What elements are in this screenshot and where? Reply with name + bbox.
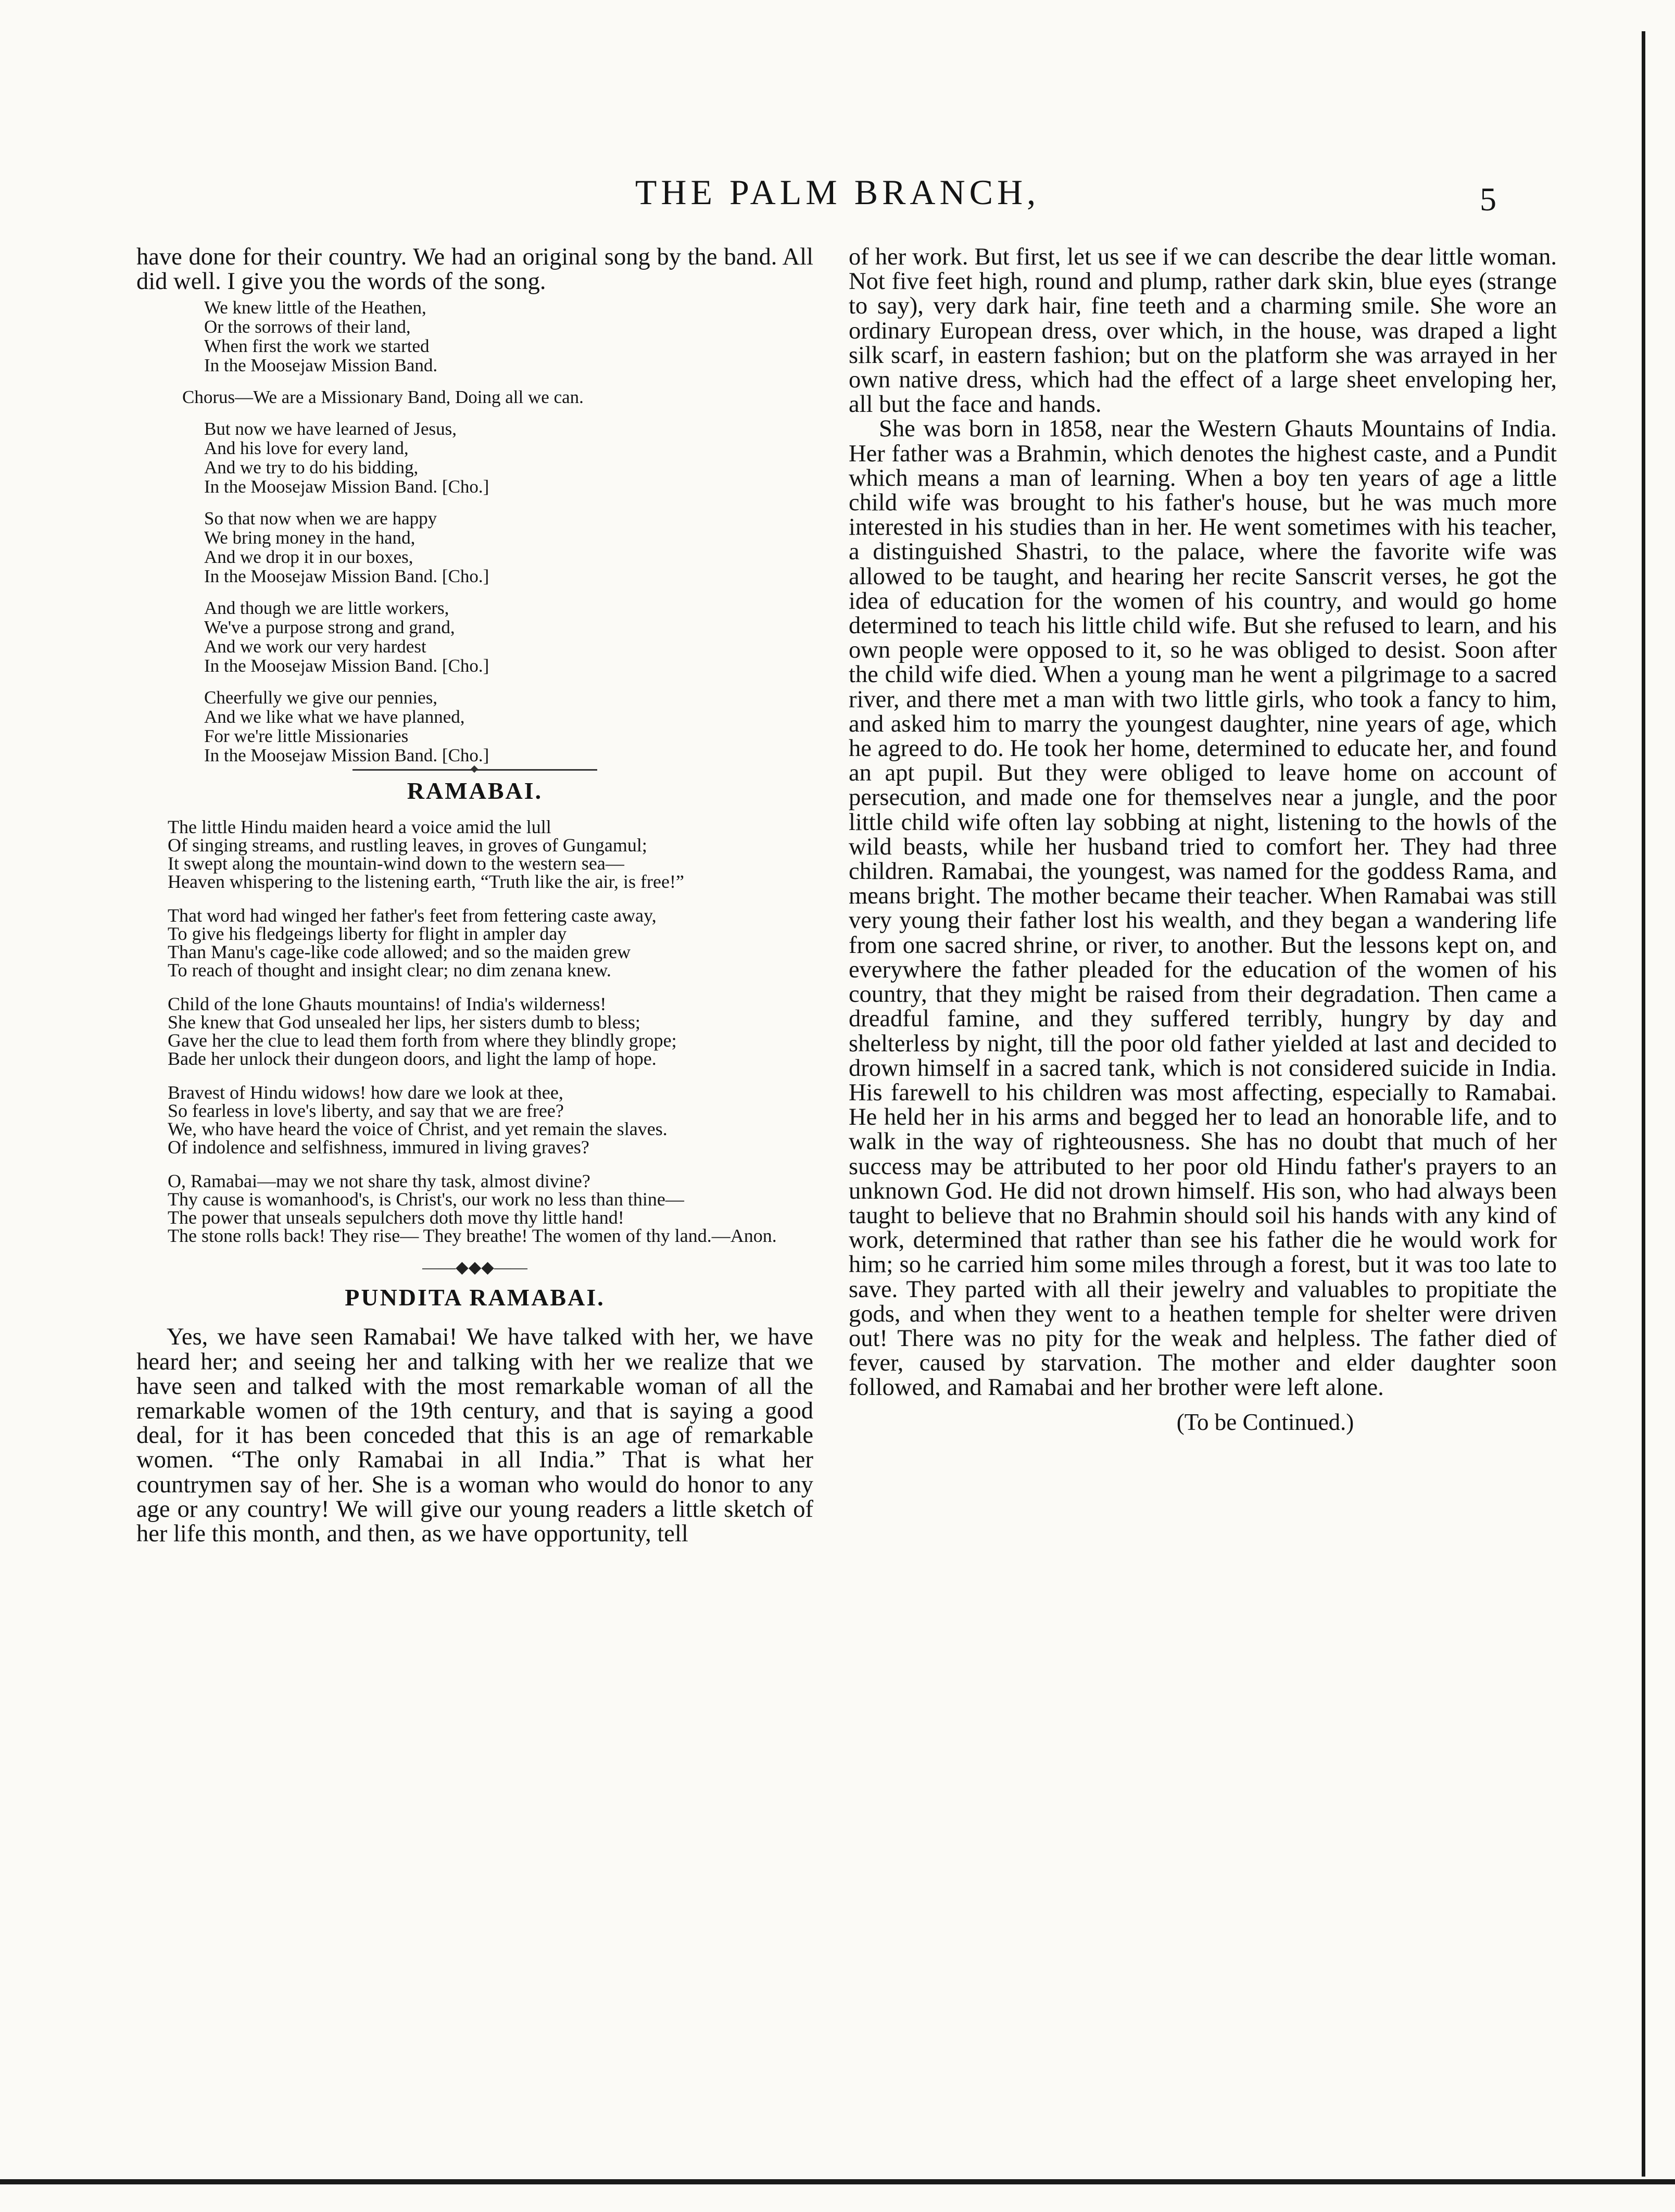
song-line: But now we have learned of Jesus,	[204, 419, 457, 439]
article-title: PUNDITA RAMABAI.	[345, 1284, 605, 1311]
poem-line: Child of the lone Ghauts mountains! of India's wilderness!	[168, 994, 607, 1015]
poem-stanza	[168, 907, 813, 979]
continued-note: (To be Continued.)	[1176, 1409, 1354, 1435]
right-column	[849, 245, 1557, 1436]
poem-line: Of indolence and selfishness, immured in living graves?	[168, 1137, 589, 1158]
song-line: And we drop it in our boxes,	[204, 547, 413, 568]
song-line: And his love for every land,	[204, 438, 409, 459]
poem-line: O, Ramabai—may we not share thy task, almost divine?	[168, 1171, 590, 1192]
poem-stanza	[168, 1172, 813, 1245]
poem-line: Than Manu's cage-like code allowed; and so the maiden grew	[168, 941, 631, 963]
poem-line: The power that unseals sepulchers doth move thy little hand!	[168, 1207, 624, 1228]
poem-line: To give his fledgeings liberty for flight in ampler day	[168, 923, 567, 945]
poem-line: Thy cause is womanhood's, is Christ's, our work no less than thine—	[168, 1189, 684, 1210]
article-paragraph: Yes, we have seen Ramabai! We have talked with her, we have heard her; and seeing her and talking with her we realize that we have seen and talked with the most remarkable woman of all the remarkable women of the 19th century, and that is saying a good deal, for it has been conceded that this is an age of remarkable women. “The only Ramabai in all India.” That is what her countrymen say of her. She is a woman who would do honor to any age or any country! We will give our young readers a little sketch of her life this month, and then, as we have opportunity, tell	[136, 1324, 813, 1548]
poem-line: Heaven whispering to the listening earth, “Truth like the air, is free!”	[168, 871, 684, 893]
song-line: We knew little of the Heathen,	[204, 297, 426, 318]
poem-stanza	[168, 818, 813, 891]
poem-line: To reach of thought and insight clear; no dim zenana knew.	[168, 960, 611, 981]
song-line: And we work our very hardest	[204, 636, 426, 657]
page-bottom-rule	[0, 2179, 1675, 2184]
song-chorus: Chorus—We are a Missionary Band, Doing all we can.	[182, 387, 584, 408]
page-number: 5	[1480, 181, 1496, 218]
poem-line: Gave her the clue to lead them forth from where they blindly grope;	[168, 1030, 677, 1051]
poem-line: Of singing streams, and rustling leaves, in groves of Gungamul;	[168, 835, 647, 856]
running-title: THE PALM BRANCH,	[635, 172, 1040, 212]
poem-line: It swept along the mountain-wind down to the western sea—	[168, 853, 624, 874]
song-line: In the Moosejaw Mission Band. [Cho.]	[204, 566, 489, 587]
song-line: And we like what we have planned,	[204, 707, 465, 727]
poem-line: That word had winged her father's feet from fettering caste away,	[168, 905, 657, 926]
song-line: And we try to do his bidding,	[204, 457, 419, 478]
song-line: In the Moosejaw Mission Band. [Cho.]	[204, 656, 489, 676]
poem-title: RAMABAI.	[407, 777, 543, 805]
song-line: We've a purpose strong and grand,	[204, 617, 455, 638]
song-line: So that now when we are happy	[204, 508, 437, 529]
song-line: Cheerfully we give our pennies,	[204, 687, 438, 708]
song-line: When first the work we started	[204, 336, 430, 357]
song-stanza	[204, 509, 813, 586]
poem-line: Bravest of Hindu widows! how dare we look at thee,	[168, 1082, 563, 1103]
section-divider	[352, 769, 597, 771]
article-paragraph: She was born in 1858, near the Western Ghauts Mountains of India. Her father was a Brahmin, which denotes the highest caste, and a Pundit which means a man of learning. When a boy ten years of age a little child wife was brought to his father's house, but he was much more interested in his studies than in her. He went sometimes with his teacher, a distinguished Shastri, to the palace, where the favorite wife was allowed to be taught, and hearing her recite Sanscrit verses, he got the idea of education for the women of his country, and would go home determined to teach his little child wife. But she refused to learn, and his own people were opposed to it, so he was obliged to desist. Soon after the child wife died. When a young man he went a pilgrimage to a sacred river, and there met a man with two little girls, who took a fancy to him, and asked him to marry the youngest daughter, nine years of age, which he agreed to do. He took her home, determined to educate her, and found an apt pupil. But they were obliged to leave home on account of persecution, and made one for themselves near a jungle, and the poor little child wife often lay sobbing at night, listening to the howls of the wild beasts, while her husband tried to comfort her. They had three children. Ramabai, the youngest, was named for the goddess Rama, and means bright. The mother became their teacher. When Ramabai was still very young their father lost his wealth, and they began a wandering life from one sacred shrine, or river, to another. But the lessons kept on, and everywhere the father pleaded for the education of the women of his country, that they might be raised from their degradation. Then came a dreadful famine, and they suffered terribly, hungry by day and shelterless by night, till the poor old father yielded at last and decided to drown himself in a sacred tank, which is not considered suicide in India. His farewell to his children was most affecting, especially to Ramabai. He held her in his arms and begged her to lead an honorable life, and to walk in the way of righteousness. She has no doubt that much of her success may be attributed to her poor old Hindu father's prayers to an unknown God. He did not drown himself. His son, who had always been taught to believe that no Brahmin should soil his hands with any kind of work, determined that rather than see his father die he would work for him; so he carried him some miles through a forest, but it was too late to save. They parted with all their jewelry and valuables to propitiate the gods, and when they went to a heathen temple for shelter were driven out! There was no pity for the weak and helpless. The father died of fever, caused by starvation. The mother and elder daughter soon followed, and Ramabai and her brother were left alone.	[849, 416, 1557, 1401]
intro-paragraph: have done for their country. We had an original song by the band. All did well. I give you the words of the song.	[136, 244, 813, 295]
song-line: In the Moosejaw Mission Band. [Cho.]	[204, 476, 489, 497]
song-line: In the Moosejaw Mission Band. [Cho.]	[204, 745, 489, 766]
poem-stanza	[168, 995, 813, 1068]
song-line: In the Moosejaw Mission Band.	[204, 355, 438, 376]
page-edge-rule	[1642, 31, 1645, 2177]
poem-line: We, who have heard the voice of Christ, and yet remain the slaves.	[168, 1118, 668, 1140]
song-stanza	[204, 298, 813, 375]
song-line: For we're little Missionaries	[204, 726, 409, 747]
article-paragraph: of her work. But first, let us see if we can describe the dear little woman. Not five feet high, round and plump, rather dark skin, blue eyes (strange to say), very dark hair, fine teeth and a charming smile. She wore an ordinary European dress, over which, in the house, was draped a light silk scarf, in eastern fashion; but on the platform she was arrayed in her own native dress, which had the effect of a large sheet enveloping her, all but the face and hands.	[849, 244, 1557, 418]
mission-band-song	[182, 297, 813, 766]
ornamental-divider: ——◆◆◆——	[422, 1258, 527, 1277]
poem-line: The little Hindu maiden heard a voice amid the lull	[168, 816, 551, 838]
song-line: And though we are little workers,	[204, 598, 449, 619]
song-line: Or the sorrows of their land,	[204, 317, 411, 337]
song-stanza	[204, 598, 813, 675]
song-stanza	[204, 419, 813, 496]
ramabai-poem	[168, 818, 813, 1245]
poem-line: She knew that God unsealed her lips, her sisters dumb to bless;	[168, 1012, 640, 1033]
poem-stanza	[168, 1084, 813, 1157]
poem-line: Bade her unlock their dungeon doors, and light the lamp of hope.	[168, 1048, 657, 1070]
poem-line: So fearless in love's liberty, and say that we are free?	[168, 1100, 564, 1122]
song-stanza	[204, 688, 813, 765]
left-column	[136, 245, 813, 1546]
song-line: We bring money in the hand,	[204, 527, 415, 548]
poem-line: The stone rolls back! They rise— They breathe! The women of thy land.—Anon.	[168, 1225, 777, 1247]
